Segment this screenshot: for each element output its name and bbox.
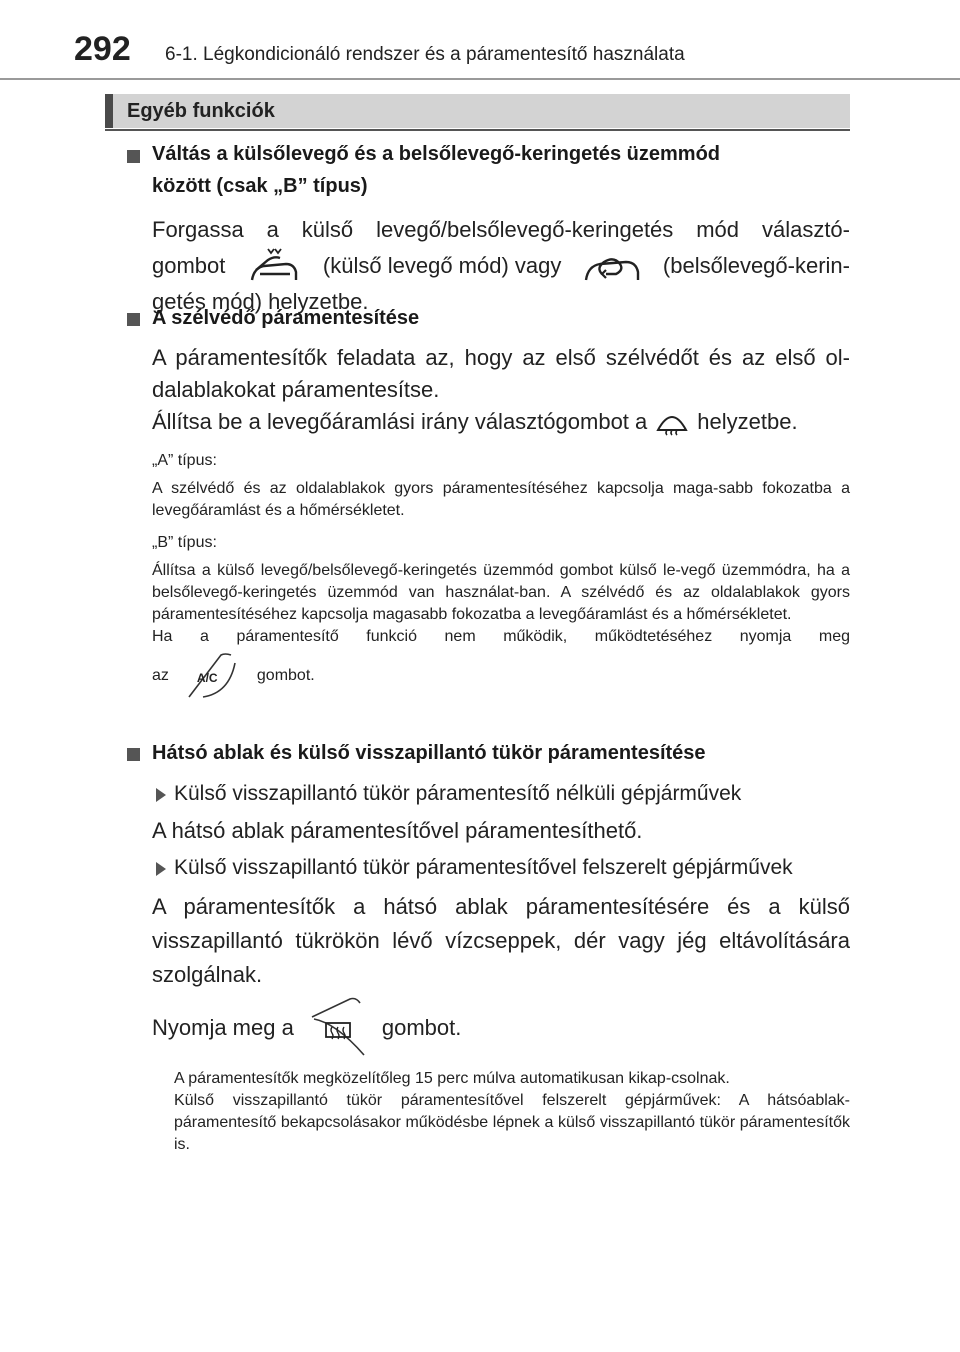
- page-number: 292: [74, 30, 131, 68]
- recirculation-mode-icon: [582, 246, 642, 286]
- ac-button-icon: [183, 653, 243, 699]
- note-2: Külső visszapillantó tükör páramentesítővel felszerelt gépjárművek: A hátsóablak-páramentesítő bekapcsolásakor működésbe lépnek a külső visszapillantó tükör páramentesítők is.: [174, 1092, 850, 1153]
- bullet-square-icon: [127, 313, 140, 326]
- outside-air-mode-icon: [246, 246, 302, 286]
- press-line-wrap: [152, 996, 850, 1060]
- type-b-text: Állítsa a külső levegő/belsőlevegő-keringetés üzemmód gombot külső le-vegő üzemmódra, ha a belsőlevegő-keringetés üzemmód van használat-ban. A szélvédő és az oldalablakok gyors páramentesítéséhez kapcsolja magasabb fokozatba a levegőáramlást és a hőmérsékletet.: [152, 562, 850, 623]
- type-b-label: „B” típus:: [152, 534, 217, 551]
- topic-2-p-line3: [152, 406, 850, 438]
- ac-line-post: gombot.: [256, 667, 315, 684]
- note-1: A páramentesítők megközelítőleg 15 perc múlva automatikusan kikap-csolnak.: [174, 1070, 730, 1087]
- header-rule: [0, 78, 960, 80]
- topic-3-heading: Hátsó ablak és külső visszapillantó tükör páramentesítése: [152, 742, 706, 764]
- topic-1-p-line2-a: gombot: [152, 253, 226, 278]
- topic-3-sub2: [174, 852, 850, 884]
- topic-3-sub1-text: A hátsó ablak páramentesítővel páramentesíthető.: [152, 818, 643, 843]
- windshield-defrost-icon: [655, 408, 689, 436]
- type-a-text: A szélvédő és az oldalablakok gyors páramentesítéséhez kapcsolja maga-sabb fokozatba a levegőáramlást és a hőmérsékletet.: [152, 480, 850, 519]
- topic-3-sub1-title: Külső visszapillantó tükör páramentesítő nélküli gépjárművek: [174, 782, 742, 805]
- ac-line-pre: az: [152, 667, 169, 684]
- section-underline: [105, 129, 850, 131]
- type-a-label: „A” típus:: [152, 452, 217, 469]
- section-title: Egyéb funkciók: [127, 100, 275, 122]
- press-line-post: gombot.: [381, 1015, 462, 1040]
- topic-2-p-line2: dalablakokat páramentesítse.: [152, 377, 440, 402]
- bullet-square-icon: [127, 150, 140, 163]
- topic-3-sub1-text-wrap: [152, 815, 850, 847]
- topic-2-p-line1: A páramentesítők feladata az, hogy az első szélvédőt és az első ol-: [152, 345, 850, 370]
- section-title-bar: [105, 94, 850, 128]
- chapter-title: 6-1. Légkondicionáló rendszer és a páramentesítő használata: [165, 44, 685, 65]
- bullet-square-icon: [127, 748, 140, 761]
- topic-2-p-line3-b: helyzetbe.: [697, 409, 798, 434]
- topic-3-sub2-title: Külső visszapillantó tükör páramentesítővel felszerelt gépjárművek: [174, 856, 793, 879]
- topic-1-p-line3: getés mód) helyzetbe.: [152, 289, 369, 314]
- press-line-pre: Nyomja meg a: [152, 1015, 294, 1040]
- topic-1-heading-line2: között (csak „B” típus): [152, 175, 368, 197]
- topic-1-p-line1: Forgassa a külső levegő/belsőlevegő-keringetés mód választó-: [152, 217, 850, 242]
- topic-3-sub2-text-wrap: [152, 890, 850, 992]
- topic-1: [152, 138, 850, 318]
- topic-3-sub2-text: A páramentesítők a hátsó ablak páramentesítésére és a külső visszapillantó tükrökön lévő vízcseppek, dér vagy jég eltávolítására szolgálnak.: [152, 894, 850, 987]
- topic-1-p-line2-c: (belsőlevegő-kerin-: [662, 253, 850, 278]
- topic-1-heading-line1: Váltás a külsőlevegő és a belsőlevegő-keringetés üzemmód: [152, 143, 720, 165]
- topic-2-heading: A szélvédő páramentesítése: [152, 307, 420, 329]
- topic-2-p-line3-a: Állítsa be a levegőáramlási irány választógombot a: [152, 409, 648, 434]
- press-line: [152, 996, 850, 1060]
- sub-arrow-icon: [156, 788, 166, 802]
- ac-line: [152, 652, 850, 700]
- topic-3-sub1: [174, 778, 850, 810]
- notes: [174, 1068, 850, 1156]
- topic-1-p-line2-b: (külső levegő mód) vagy: [322, 253, 562, 278]
- rear-window-defogger-button-icon: [306, 997, 370, 1059]
- topic-1-p-line2: [152, 246, 850, 286]
- sub-arrow-icon: [156, 862, 166, 876]
- type-b-text2: Ha a páramentesítő funkció nem működik, működtetéséhez nyomja meg: [152, 628, 850, 645]
- topic-3: [152, 737, 850, 769]
- ac-button-label: A/C: [196, 671, 218, 685]
- topic-2: [152, 302, 850, 700]
